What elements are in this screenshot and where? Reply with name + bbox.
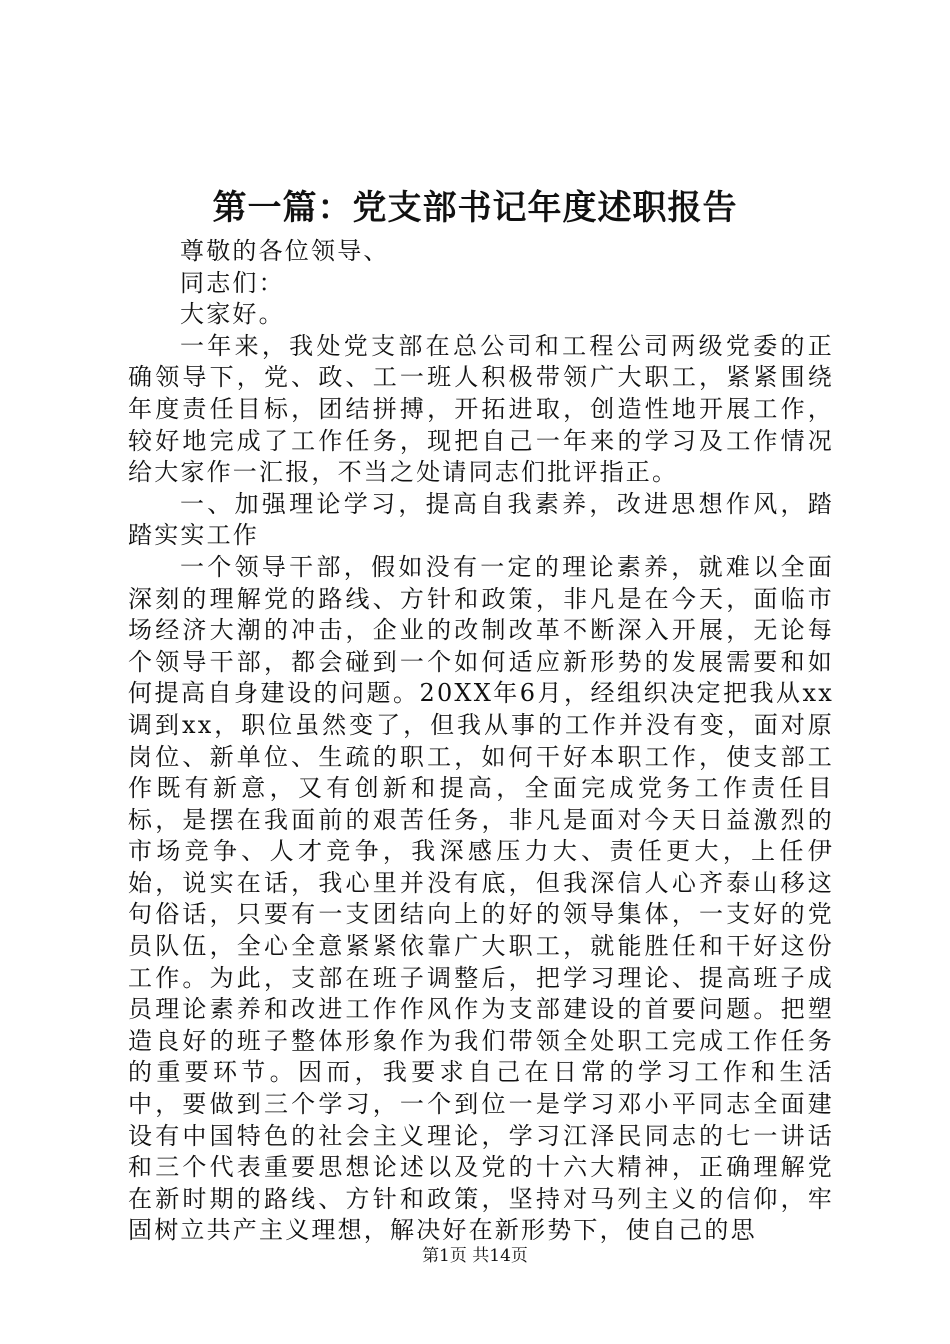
intro-paragraph: 一年来，我处党支部在总公司和工程公司两级党委的正确领导下，党、政、工一班人积极带领广大职工，紧紧围绕年度责任目标，团结拼搏，开拓进取，创造性地开展工作，较好地完成了工作任务，现把自己一年来的学习及工作情况给大家作一汇报，不当之处请同志们批评指正。 [128, 331, 834, 487]
body-paragraph: 一个领导干部，假如没有一定的理论素养，就难以全面深刻的理解党的路线、方针和政策，非凡是在今天，面临市场经济大潮的冲击，企业的改制改革不断深入开展，无论每个领导干部，都会碰到一个如何适应新形势的发展需要和如何提高自身建设的问题。20XX年6月，经组织决定把我从xx调到xx，职位虽然变了，但我从事的工作并没有变，面对原岗位、新单位、生疏的职工，如何干好本职工作，使支部工作既有新意，又有创新和提高，全面完成党务工作责任目标，是摆在我面前的艰苦任务，非凡是面对今天日益激烈的市场竞争、人才竞争，我深感压力大、责任更大，上任伊始，说实在话，我心里并没有底，但我深信人心齐泰山移这句俗话，只要有一支团结向上的好的领导集体，一支好的党员队伍，全心全意紧紧依靠广大职工，就能胜任和干好这份工作。为此，支部在班子调整后，把学习理论、提高班子成员理论素养和改进工作作风作为支部建设的首要问题。把塑造良好的班子整体形象作为我们带领全处职工完成工作任务的重要环节。因而，我要求自己在日常的学习工作和生活中，要做到三个学习，一个到位一是学习邓小平同志全面建设有中国特色的社会主义理论，学习江泽民同志的七一讲话和三个代表重要思想论述以及党的十六大精神，正确理解党在新时期的路线、方针和政策，坚持对马列主义的信仰，牢固树立共产主义理想，解决好在新形势下，使自己的思 [128, 552, 834, 1245]
salutation-line-1: 尊敬的各位领导、 [180, 237, 390, 265]
document-body [128, 236, 834, 1247]
document-title: 第一篇：党支部书记年度述职报告 [212, 188, 738, 228]
section-heading-1: 一、加强理论学习，提高自我素养，改进思想作风，踏踏实实工作 [128, 489, 834, 550]
greeting-line: 大家好。 [180, 300, 285, 329]
salutation-line-2: 同志们： [180, 268, 285, 297]
page-footer: 第1页 共14页 [422, 1246, 528, 1266]
